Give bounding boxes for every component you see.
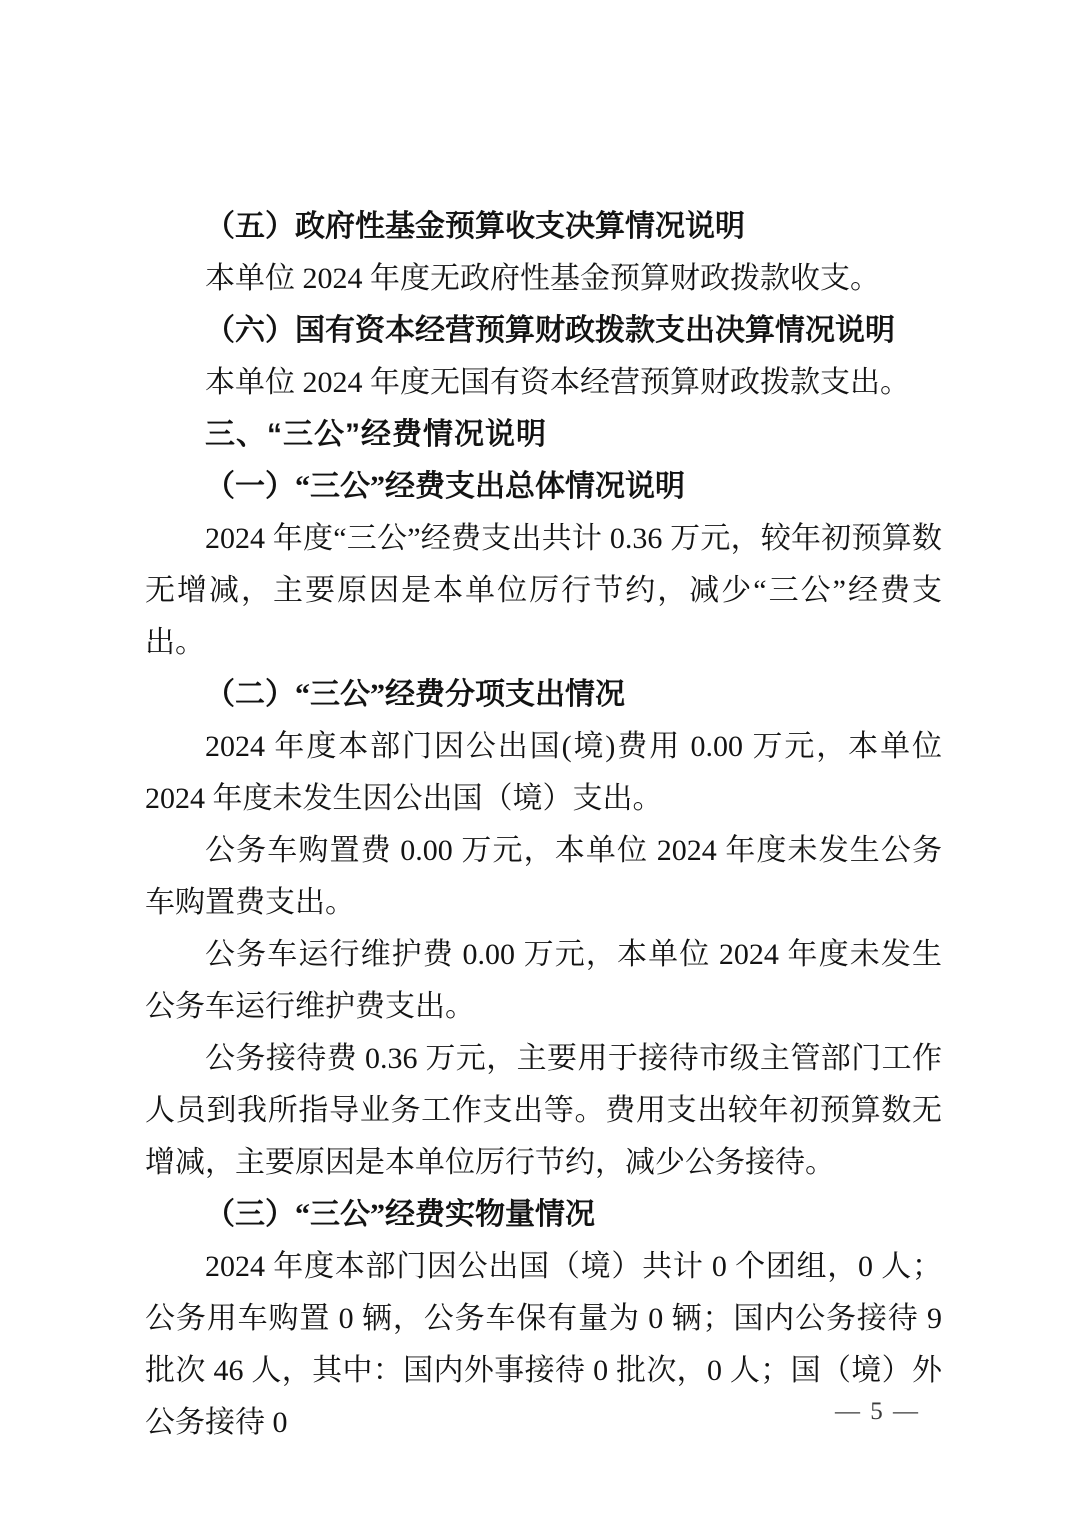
subheading-5-gov-fund-budget: （五）政府性基金预算收支决算情况说明 <box>205 210 745 243</box>
paragraph-state-capital-budget: 本单位 2024 年度无国有资本经营预算财政拨款支出。 <box>205 366 910 399</box>
subheading-1-overall-expense: （一）“三公”经费支出总体情况说明 <box>205 470 685 503</box>
document-body <box>145 201 942 1449</box>
subheading-6-state-capital-budget: （六）国有资本经营预算财政拨款支出决算情况说明 <box>205 314 895 347</box>
subheading-3-physical-quantity: （三）“三公”经费实物量情况 <box>205 1198 595 1231</box>
paragraph-vehicle-purchase-expense: 公务车购置费 0.00 万元，本单位 2024 年度未发生公务车购置费支出。 <box>145 834 942 919</box>
section-heading-three-public-expenses: 三、“三公”经费情况说明 <box>205 418 547 451</box>
page-number: — 5 — <box>835 1398 920 1425</box>
paragraph-official-reception-expense: 公务接待费 0.36 万元，主要用于接待市级主管部门工作人员到我所指导业务工作支出等。费用支出较年初预算数无增减，主要原因是本单位厉行节约，减少公务接待。 <box>145 1042 942 1179</box>
paragraph-abroad-expense: 2024 年度本部门因公出国(境)费用 0.00 万元，本单位 2024 年度未发生因公出国（境）支出。 <box>145 730 942 815</box>
subheading-2-itemized-expense: （二）“三公”经费分项支出情况 <box>205 678 625 711</box>
paragraph-overall-expense: 2024 年度“三公”经费支出共计 0.36 万元，较年初预算数无增减，主要原因是本单位厉行节约，减少“三公”经费支出。 <box>145 522 942 659</box>
paragraph-gov-fund-budget: 本单位 2024 年度无政府性基金预算财政拨款收支。 <box>205 262 880 295</box>
paragraph-vehicle-maintenance-expense: 公务车运行维护费 0.00 万元，本单位 2024 年度未发生公务车运行维护费支出。 <box>145 938 942 1023</box>
paragraph-physical-quantity: 2024 年度本部门因公出国（境）共计 0 个团组，0 人；公务用车购置 0 辆，公务车保有量为 0 辆；国内公务接待 9 批次 46 人，其中：国内外事接待 0 批次，0 人；国（境）外公务接待 0 <box>145 1250 942 1439</box>
